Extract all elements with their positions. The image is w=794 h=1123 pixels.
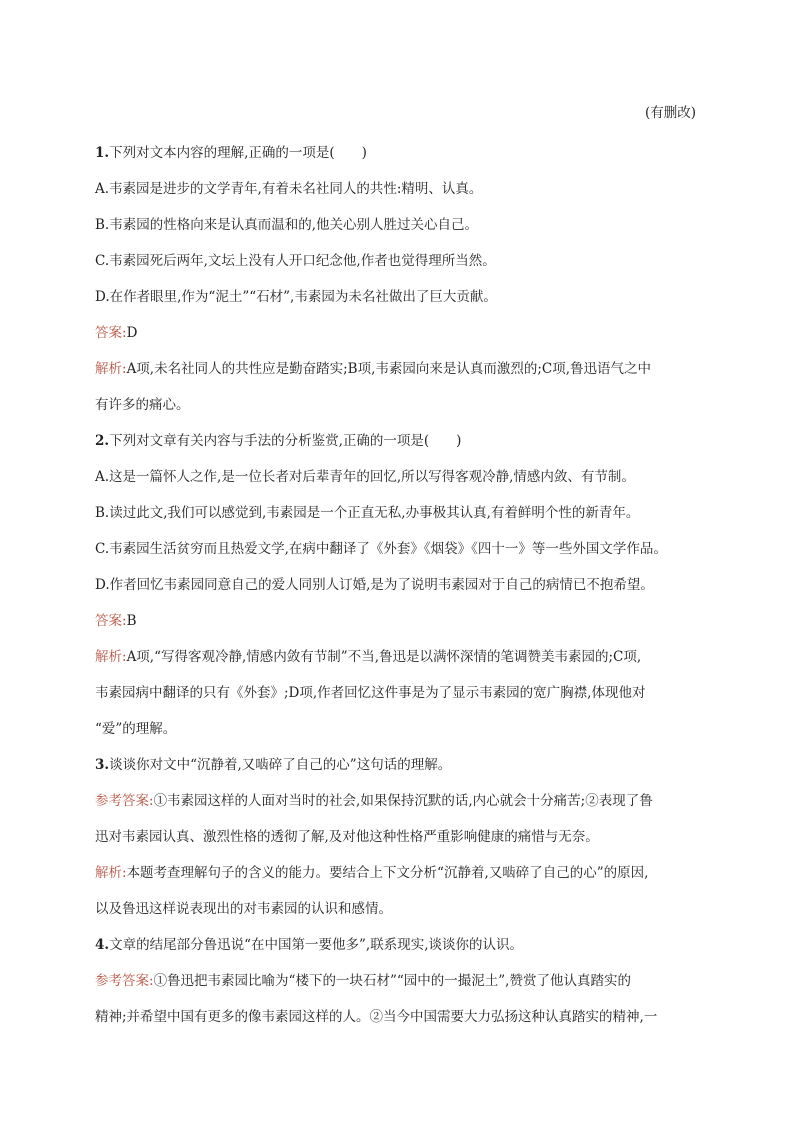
question-number: 1. (95, 145, 110, 161)
question-4-reference-line-1 (95, 971, 715, 991)
source-note: (有删改) (644, 105, 696, 121)
analysis-text: 本题考查理解句子的含义的能力。要结合上下文分析“沉静着,又啮碎了自己的心”的原因, (126, 865, 649, 881)
question-1-option-a: A.韦素园是进步的文学青年,有着未名社同人的共性:精明、认真。 (95, 181, 483, 197)
question-4-reference-line-2: 精神;并希望中国有更多的像韦素园这样的人。②当今中国需要大力弘扬这种认真踏实的精神,一 (95, 1009, 658, 1025)
answer-label: 答案: (95, 613, 127, 629)
question-4-stem (95, 935, 715, 955)
reference-answer-label: 参考答案: (95, 973, 154, 989)
question-number: 4. (95, 937, 110, 953)
question-number: 2. (95, 433, 110, 449)
question-2-answer (95, 611, 715, 631)
question-1-stem (95, 143, 715, 163)
question-1-analysis-line-2: 有许多的痛心。 (95, 397, 190, 413)
answer-value: B (126, 613, 137, 629)
question-1-option-d: D.在作者眼里,作为“泥土”“石材”,韦素园为未名社做出了巨大贡献。 (95, 289, 497, 305)
question-text: 文章的结尾部分鲁迅说“在中国第一要他多”,联系现实,谈谈你的认识。 (109, 937, 523, 953)
analysis-text: A项,未名社同人的共性应是勤奋踏实;B项,韦素园向来是认真而激烈的;C项,鲁迅语气之中 (126, 361, 652, 377)
question-2-analysis-line-3: “爱”的理解。 (95, 721, 177, 737)
question-3-analysis-line-1 (95, 863, 715, 883)
question-2-option-c: C.韦素园生活贫穷而且热爱文学,在病中翻译了《外套》《烟袋》《四十一》等一些外国文学作品。 (95, 541, 667, 557)
question-3-reference-line-2: 迅对韦素园认真、激烈性格的透彻了解,及对他这种性格严重影响健康的痛惜与无奈。 (95, 829, 599, 845)
question-number: 3. (95, 757, 110, 773)
analysis-label: 解析: (95, 361, 127, 377)
question-1-analysis-line-1 (95, 359, 715, 379)
question-3-analysis-line-2: 以及鲁迅这样说表现出的对韦素园的认识和感情。 (95, 901, 392, 917)
question-text: 下列对文本内容的理解,正确的一项是( ) (109, 145, 367, 161)
question-2-option-a: A.这是一篇怀人之作,是一位长者对后辈青年的回忆,所以写得客观冷静,情感内敛、有节制。 (95, 469, 635, 485)
question-1-answer (95, 323, 715, 343)
question-3-stem (95, 755, 715, 775)
question-text: 谈谈你对文中“沉静着,又啮碎了自己的心”这句话的理解。 (109, 757, 452, 773)
question-1-option-b: B.韦素园的性格向来是认真而温和的,他关心别人胜过关心自己。 (95, 217, 479, 233)
answer-value: D (126, 325, 138, 341)
question-1-option-c: C.韦素园死后两年,文坛上没有人开口纪念他,作者也觉得理所当然。 (95, 253, 496, 269)
question-2-option-b: B.读过此文,我们可以感觉到,韦素园是一个正直无私,办事极其认真,有着鲜明个性的新青年。 (95, 505, 640, 521)
question-text: 下列对文章有关内容与手法的分析鉴赏,正确的一项是( ) (109, 433, 462, 449)
reference-answer-text: ①鲁迅把韦素园比喻为“楼下的一块石材”“园中的一撮泥土”,赞赏了他认真踏实的 (153, 973, 631, 989)
analysis-label: 解析: (95, 865, 127, 881)
analysis-label: 解析: (95, 649, 127, 665)
reference-answer-text: ①韦素园这样的人面对当时的社会,如果保持沉默的话,内心就会十分痛苦;②表现了鲁 (153, 793, 653, 809)
answer-label: 答案: (95, 325, 127, 341)
reference-answer-label: 参考答案: (95, 793, 154, 809)
question-2-analysis-line-1 (95, 647, 715, 667)
analysis-text: A项,“写得客观冷静,情感内敛有节制”不当,鲁迅是以满怀深情的笔调赞美韦素园的;C项, (126, 649, 642, 665)
question-2-stem (95, 431, 715, 451)
question-2-analysis-line-2: 韦素园病中翻译的只有《外套》;D项,作者回忆这件事是为了显示韦素园的宽广胸襟,体现他对 (95, 685, 646, 701)
question-3-reference-line-1 (95, 791, 715, 811)
question-2-option-d: D.作者回忆韦素园同意自己的爱人同别人订婚,是为了说明韦素园对于自己的病情已不抱希望。 (95, 577, 654, 593)
